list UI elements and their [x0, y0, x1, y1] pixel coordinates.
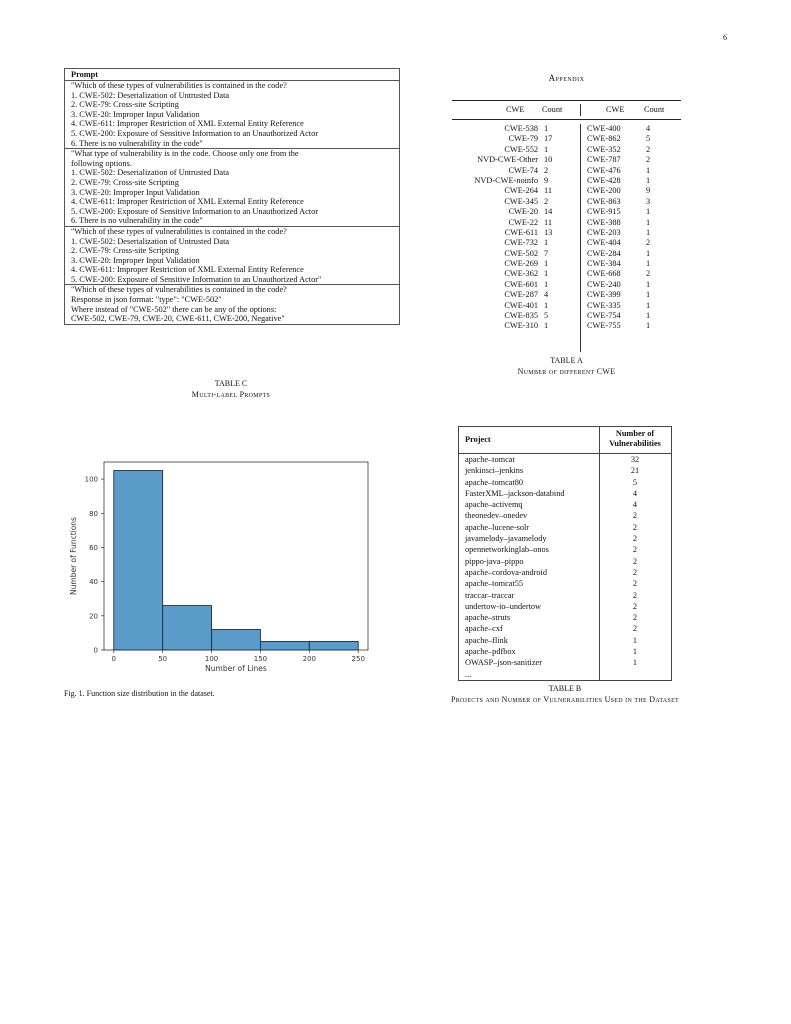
project-name: apache–cordova-android: [465, 567, 548, 577]
project-name: apache–tomcat80: [465, 477, 524, 487]
project-name: opennetworkinglab–onos: [465, 545, 549, 555]
table-c-label: TABLE C: [214, 379, 248, 388]
cwe-count: 9: [646, 186, 651, 196]
cwe-count: 7: [544, 248, 549, 258]
prompt-line: 4. CWE-611: Improper Restriction of XML External Entity Reference: [71, 197, 304, 207]
vulnerability-count: 2: [632, 624, 638, 634]
project-name: apache–cxf: [465, 624, 503, 634]
prompt-line: "What type of vulnerability is in the code. Choose only one from the: [71, 149, 299, 159]
table-row: [459, 590, 671, 601]
cwe-count: 3: [646, 196, 651, 206]
cwe-id: CWE-401: [504, 300, 538, 310]
table-a-label: TABLE A: [550, 356, 583, 365]
table-a-right-cwe-col: [587, 124, 621, 332]
table-row: [459, 510, 671, 521]
cwe-count: 1: [646, 311, 651, 321]
cwe-id: CWE-835: [504, 311, 538, 321]
histogram-bar: [260, 641, 309, 650]
y-tick-label: 100: [84, 475, 98, 484]
cwe-id: CWE-428: [587, 175, 621, 185]
table-row: [459, 465, 671, 476]
table-c-caption: [64, 378, 398, 400]
table-b-header-divider: [599, 427, 600, 453]
table-a-header-cwe-1: CWE: [506, 105, 525, 114]
cwe-count: 1: [544, 259, 549, 269]
cwe-count: 2: [544, 196, 549, 206]
cwe-count: 2: [646, 269, 651, 279]
vulnerability-count: 32: [630, 455, 640, 464]
cwe-count: 1: [544, 124, 549, 133]
x-tick-label: 200: [302, 655, 317, 663]
cwe-id: CWE-502: [504, 248, 538, 258]
cwe-count: 2: [646, 144, 651, 154]
cwe-count: 10: [544, 155, 553, 165]
cwe-id: CWE-862: [587, 134, 621, 144]
cwe-id: CWE-79: [508, 134, 538, 144]
table-row: [459, 488, 671, 499]
prompt-line: following options.: [71, 158, 132, 168]
cwe-count: 1: [646, 165, 651, 175]
cwe-id: CWE-362: [504, 269, 538, 279]
cwe-id: CWE-345: [504, 196, 538, 206]
project-name: apache–flink: [465, 635, 508, 645]
table-row: [459, 454, 671, 465]
project-name: javamelody–javamelody: [465, 534, 547, 544]
cwe-count: 2: [544, 165, 549, 175]
prompt-line: 4. CWE-611: Improper Restriction of XML External Entity Reference: [71, 265, 304, 275]
cwe-count: 1: [646, 227, 651, 237]
cwe-id: CWE-863: [587, 196, 621, 206]
prompt-line: 6. There is no vulnerability in the code": [71, 216, 203, 226]
project-name: traccar–traccar: [465, 590, 515, 600]
vulnerability-count: 1: [632, 658, 638, 668]
prompt-line: Response in json format: "type": "CWE-502": [71, 295, 222, 305]
prompt-line: 2. CWE-79: Cross-site Scripting: [71, 246, 179, 256]
cwe-count: 1: [646, 248, 651, 258]
x-tick-label: 150: [253, 655, 268, 663]
vulnerability-count: 2: [632, 522, 638, 532]
cwe-count: 1: [544, 300, 549, 310]
table-b-header-project: Project: [465, 435, 491, 444]
project-name: apache–pdfbox: [465, 647, 516, 657]
cwe-count: 1: [646, 175, 651, 185]
cwe-count: 2: [646, 155, 651, 165]
vulnerability-count: 2: [632, 579, 638, 589]
cwe-id: CWE-240: [587, 279, 621, 289]
prompt-line: 3. CWE-20: Improper Input Validation: [71, 255, 200, 265]
table-row: [459, 533, 671, 544]
cwe-count: 1: [544, 269, 549, 279]
table-b-header-count: [599, 429, 671, 449]
prompt-line: 4. CWE-611: Improper Restriction of XML External Entity Reference: [71, 119, 304, 129]
figure-caption: Fig. 1. Function size distribution in the dataset.: [64, 689, 215, 698]
cwe-count-table: [452, 100, 681, 352]
cwe-count: 1: [646, 207, 651, 217]
cwe-id: CWE-404: [587, 238, 621, 248]
prompt-line: Where instead of "CWE-502" there can be any of the options:: [71, 304, 277, 314]
vulnerability-count: 2: [632, 534, 638, 544]
table-row: [459, 612, 671, 623]
project-name: apache–activemq: [465, 500, 523, 510]
cwe-count: 5: [646, 134, 651, 144]
cwe-id: CWE-22: [508, 217, 538, 227]
y-tick-label: 20: [89, 612, 98, 621]
prompt-line: 1. CWE-502: Deserialization of Untrusted Data: [71, 90, 230, 100]
cwe-id: CWE-787: [587, 155, 621, 165]
histogram-bar: [114, 471, 163, 650]
table-a-left-count-col: [544, 124, 552, 332]
cwe-count: 14: [544, 207, 553, 217]
vulnerability-count: 2: [632, 590, 638, 600]
cwe-id: CWE-20: [508, 207, 538, 217]
table-a-header-count-2: Count: [644, 105, 665, 114]
cwe-id: CWE-287: [504, 290, 538, 300]
cwe-id: CWE-352: [587, 144, 621, 154]
prompt-line: CWE-502, CWE-79, CWE-20, CWE-611, CWE-200, Negative": [71, 314, 285, 324]
table-row: [459, 623, 671, 634]
prompt-line: "Which of these types of vulnerabilities is contained in the code?: [71, 81, 287, 90]
prompt-table: [64, 68, 400, 325]
project-name: undertow-io–undertow: [465, 601, 542, 611]
cwe-count: 1: [544, 321, 549, 331]
table-b-body: [459, 454, 671, 680]
cwe-count: 1: [544, 238, 549, 248]
cwe-id: CWE-400: [587, 124, 621, 133]
vulnerability-count: 1: [632, 635, 638, 645]
vulnerability-count: 2: [632, 601, 638, 611]
project-name: FasterXML–jackson-databind: [465, 488, 565, 498]
x-tick-label: 50: [158, 655, 168, 663]
cwe-count: 1: [646, 321, 651, 331]
histogram-bar: [163, 606, 212, 650]
table-a-header-divider: [580, 104, 581, 116]
cwe-id: CWE-732: [504, 238, 538, 248]
project-name: apache–tomcat55: [465, 579, 524, 589]
x-axis-label: Number of Lines: [205, 664, 267, 673]
table-row: [459, 657, 671, 668]
cwe-count: 9: [544, 175, 549, 185]
cwe-id: CWE-200: [587, 186, 621, 196]
page-number: 6: [723, 33, 727, 42]
vulnerability-count: 21: [630, 466, 640, 476]
cwe-count: 17: [544, 134, 553, 144]
projects-table: [458, 426, 672, 681]
cwe-id: NVD-CWE-noinfo: [474, 175, 538, 185]
table-b-header-count-line1: Number of: [615, 429, 655, 438]
cwe-id: CWE-335: [587, 300, 621, 310]
cwe-count: 13: [544, 227, 553, 237]
cwe-count: 1: [544, 279, 549, 289]
cwe-count: 4: [646, 124, 651, 133]
y-tick-label: 80: [89, 509, 98, 518]
cwe-id: CWE-284: [587, 248, 621, 258]
table-a-right-count-col: [646, 124, 650, 332]
cwe-id: CWE-668: [587, 269, 621, 279]
table-b-title: Projects and Number of Vulnerabilities Used in the Dataset: [451, 695, 679, 704]
vulnerability-count: 5: [632, 477, 638, 487]
table-b-caption: [405, 683, 725, 705]
prompt-cell: [65, 285, 399, 323]
vulnerability-count: 4: [632, 488, 638, 498]
cwe-count: 1: [646, 217, 651, 227]
cwe-id: CWE-552: [504, 144, 538, 154]
y-tick-label: 0: [93, 646, 98, 655]
cwe-count: 2: [646, 238, 651, 248]
project-name: OWASP–json-sanitizer: [465, 658, 542, 668]
x-tick-label: 250: [351, 655, 365, 663]
histogram-bar: [309, 641, 358, 650]
table-row: [459, 567, 671, 578]
table-row: [459, 646, 671, 657]
cwe-id: CWE-476: [587, 165, 621, 175]
vulnerability-count: 2: [632, 511, 638, 521]
cwe-id: CWE-754: [587, 311, 621, 321]
table-a-title: Number of different CWE: [517, 367, 616, 376]
vulnerability-count: 2: [632, 556, 638, 566]
prompt-table-header: Prompt: [65, 69, 399, 81]
cwe-count: 11: [544, 186, 552, 196]
table-row: [459, 601, 671, 612]
appendix-title: Appendix: [548, 73, 585, 83]
cwe-count: 4: [544, 290, 549, 300]
vulnerability-count: 2: [632, 613, 638, 623]
prompt-cell: [65, 227, 399, 286]
cwe-count: 1: [544, 144, 549, 154]
cwe-id: CWE-755: [587, 321, 621, 331]
vulnerability-count: 1: [632, 647, 638, 657]
table-row: [459, 522, 671, 533]
prompt-line: 5. CWE-200: Exposure of Sensitive Information to an Unauthorized Actor: [71, 206, 319, 216]
x-tick-label: 100: [204, 655, 219, 663]
prompt-cells: [65, 81, 399, 324]
table-row: [459, 669, 671, 680]
cwe-count: 5: [544, 311, 549, 321]
table-row: [459, 635, 671, 646]
prompt-line: 5. CWE-200: Exposure of Sensitive Information to an Unauthorized Actor": [71, 274, 322, 284]
table-b-label: TABLE B: [548, 684, 582, 693]
table-row: [459, 544, 671, 555]
prompt-cell: [65, 149, 399, 227]
prompt-line: "Which of these types of vulnerabilities is contained in the code?: [71, 285, 287, 295]
project-name: apache–lucene-solr: [465, 522, 530, 532]
prompt-line: 1. CWE-502: Deserialization of Untrusted Data: [71, 236, 230, 246]
cwe-id: CWE-611: [504, 227, 538, 237]
cwe-id: CWE-915: [587, 207, 621, 217]
table-row: [459, 578, 671, 589]
table-c-title: Multi-label Prompts: [191, 390, 271, 399]
cwe-id: CWE-269: [504, 259, 538, 269]
project-name: theonedev–onedev: [465, 511, 528, 521]
table-a-body: [452, 120, 681, 352]
y-tick-label: 60: [89, 543, 98, 552]
vulnerability-count: 2: [632, 567, 638, 577]
y-axis-label: Number of Functions: [69, 517, 78, 595]
prompt-line: 2. CWE-79: Cross-site Scripting: [71, 100, 179, 110]
cwe-count: 11: [544, 217, 552, 227]
table-row: [459, 556, 671, 567]
cwe-id: CWE-310: [504, 321, 538, 331]
table-b-header: [459, 427, 671, 454]
prompt-line: 1. CWE-502: Deserialization of Untrusted Data: [71, 168, 230, 178]
prompt-line: 3. CWE-20: Improper Input Validation: [71, 187, 200, 197]
cwe-id: CWE-384: [587, 259, 621, 269]
cwe-id: CWE-203: [587, 227, 621, 237]
vulnerability-count: 2: [632, 545, 638, 555]
table-a-header-cwe-2: CWE: [606, 105, 625, 114]
vulnerability-count: 4: [632, 500, 638, 510]
prompt-line: 3. CWE-20: Improper Input Validation: [71, 109, 200, 119]
prompt-line: 6. There is no vulnerability in the code": [71, 138, 203, 148]
project-name: jenkinsci–jenkins: [465, 466, 524, 476]
prompt-line: 2. CWE-79: Cross-site Scripting: [71, 177, 179, 187]
project-name: apache–struts: [465, 613, 511, 623]
table-a-header: [452, 101, 681, 120]
table-b-header-count-line2: Vulnerabilities: [609, 439, 661, 448]
cwe-id: CWE-538: [504, 124, 538, 133]
project-name: ...: [465, 669, 472, 679]
x-tick-label: 0: [111, 655, 117, 663]
project-name: pippo-java–pippo: [465, 556, 524, 566]
cwe-id: CWE-74: [508, 165, 538, 175]
cwe-count: 1: [646, 259, 651, 269]
y-tick-label: 40: [89, 578, 98, 587]
function-size-histogram: [64, 452, 384, 680]
cwe-id: CWE-264: [504, 186, 538, 196]
prompt-line: 5. CWE-200: Exposure of Sensitive Information to an Unauthorized Actor: [71, 128, 319, 138]
cwe-count: 1: [646, 279, 651, 289]
table-a-caption: [452, 355, 681, 377]
histogram-bar: [212, 629, 261, 650]
cwe-count: 1: [646, 290, 651, 300]
table-row: [459, 499, 671, 510]
table-a-divider: [580, 124, 581, 352]
project-name: apache–tomcat: [465, 455, 515, 464]
table-row: [459, 477, 671, 488]
cwe-id: CWE-601: [504, 279, 538, 289]
prompt-line: "Which of these types of vulnerabilities is contained in the code?: [71, 226, 287, 236]
table-a-left-cwe-col: [474, 124, 538, 332]
cwe-count: 1: [646, 300, 651, 310]
cwe-id: CWE-388: [587, 217, 621, 227]
cwe-id: NVD-CWE-Other: [477, 155, 538, 165]
table-a-header-count-1: Count: [542, 105, 563, 114]
cwe-id: CWE-399: [587, 290, 621, 300]
prompt-cell: [65, 81, 399, 149]
